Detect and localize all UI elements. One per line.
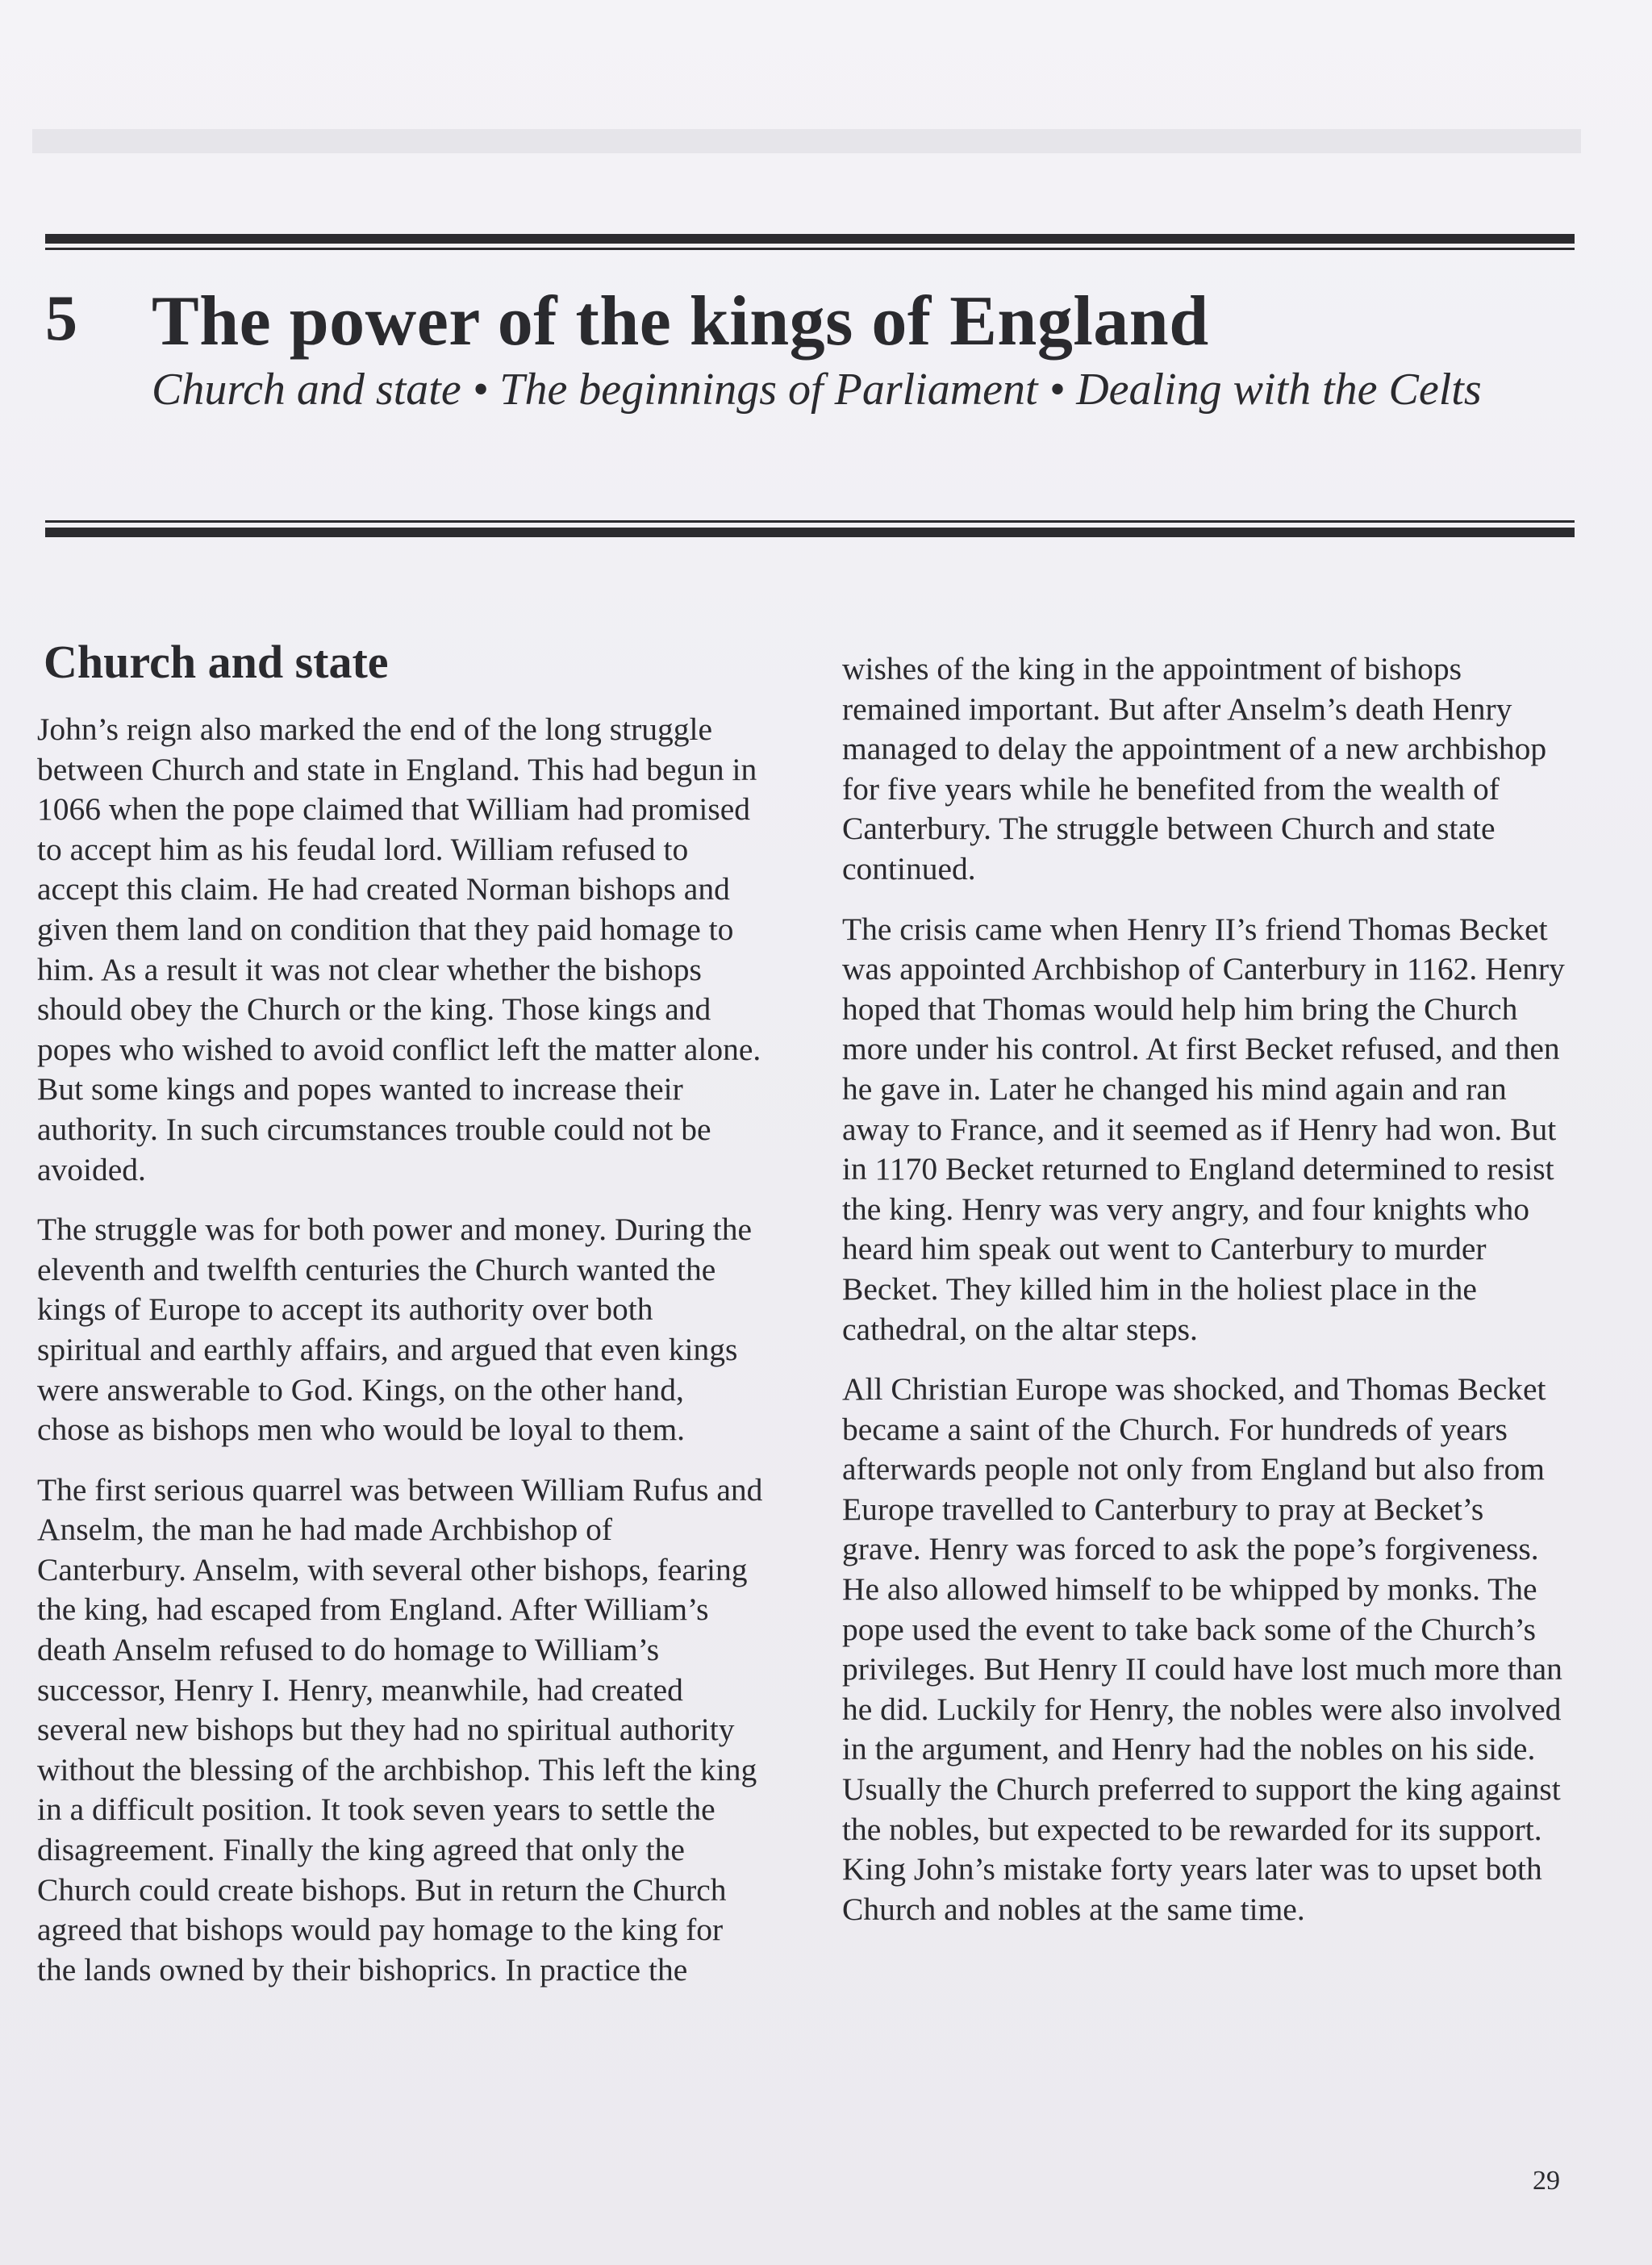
- paragraph: wishes of the king in the appointment of bishops remained important. But after Anselm’s death Henry managed to delay the appointment of a new archbishop for five years while he benefited from the wealth of Canterbury. The struggle between Church and state continued.: [842, 651, 1547, 886]
- chapter-number: 5: [45, 283, 77, 354]
- paragraph: The first serious quarrel was between William Rufus and Anselm, the man he had made Archbishop of Canterbury. Anselm, with several other bishops, fearing the king, had escaped from England. After William’s death Anselm refused to do homage to William’s successor, Henry I. Henry, meanwhile, had created several new bishops but they had no spiritual authority without the blessing of the archbishop. This left the king in a difficult position. It took seven years to settle the disagreement. Finally the king agreed that only the Church could create bishops. But in return the Church agreed that bishops would pay homage to the king for the lands owned by their bishoprics. In practice the: [37, 1471, 763, 1988]
- header-bottom-rule-thin: [45, 520, 1575, 523]
- right-column: [842, 649, 1568, 1950]
- header-top-rule: [45, 234, 1575, 244]
- chapter-title: The power of the kings of England: [152, 282, 1209, 361]
- paragraph: The struggle was for both power and money. During the eleventh and twelfth centuries the Church wanted the kings of Europe to accept its authority over both spiritual and earthly affairs, and argued that even kings were answerable to God. Kings, on the other hand, chose as bishops men who would be loyal to them.: [37, 1212, 752, 1448]
- section-heading: Church and state: [44, 636, 389, 688]
- header-bottom-rule: [45, 528, 1575, 537]
- paragraph: John’s reign also marked the end of the long struggle between Church and state in England. This had begun in 1066 when the pope claimed that William had promised to accept him as his feudal lord. William refused to accept this claim. He had created Norman bishops and given them land on condition that they paid homage to him. As a result it was not clear whether the bishops should obey the Church or the king. Those kings and popes who wished to avoid conflict left the matter alone. But some kings and popes wanted to increase their authority. In such circumstances trouble could not be avoided.: [37, 711, 761, 1187]
- paragraph: All Christian Europe was shocked, and Thomas Becket became a saint of the Church. For hundreds of years afterwards people not only from England but also from Europe travelled to Canterbury to pray at Becket’s grave. Henry was forced to ask the pope’s forgiveness. He also allowed himself to be whipped by monks. The pope used the event to take back some of the Church’s privileges. But Henry II could have lost much more than he did. Luckily for Henry, the nobles were also involved in the argument, and Henry had the nobles on his side. Usually the Church preferred to support the king against the nobles, but expected to be rewarded for its support. King John’s mistake forty years later was to upset both Church and nobles at the same time.: [842, 1371, 1562, 1927]
- paragraph: The crisis came when Henry II’s friend Thomas Becket was appointed Archbishop of Canterbury in 1162. Henry hoped that Thomas would help him bring the Church more under his control. At first Becket refused, and then he gave in. Later he changed his mind again and ran away to France, and it seemed as if Henry had won. But in 1170 Becket returned to England determined to resist the king. Henry was very angry, and four knights who heard him speak out went to Canterbury to murder Becket. They killed him in the holiest place in the cathedral, on the altar steps.: [842, 911, 1565, 1347]
- bleed-through-band: [32, 129, 1581, 153]
- header-top-rule-thin: [45, 248, 1575, 250]
- page-number: 29: [1533, 2166, 1560, 2196]
- chapter-subtitle: Church and state • The beginnings of Parliament • Dealing with the Celts: [152, 365, 1482, 415]
- left-column: [37, 710, 763, 2010]
